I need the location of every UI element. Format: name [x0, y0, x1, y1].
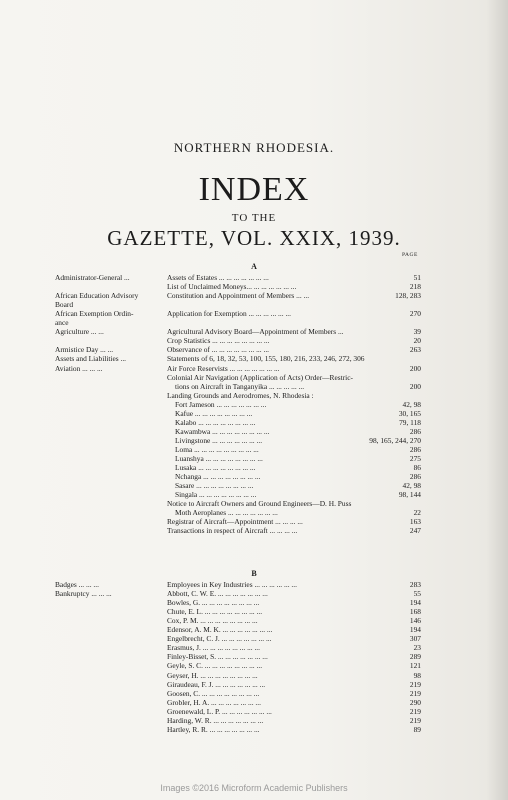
entry-page-number: 22 [413, 508, 421, 518]
entry-topic: Abbott, C. W. E. ... ... ... ... ... ... ... [167, 589, 268, 599]
entry-topic: Grobler, H. A. ... ... ... ... ... ... ... [167, 697, 261, 707]
entry-page-number: 98 [413, 670, 421, 680]
entry-page-number: 200 [409, 381, 421, 391]
section-letter: A [251, 262, 257, 271]
index-entry [55, 671, 421, 680]
entry-topic: List of Unclaimed Moneys... ... ... ... ... ... ... [167, 282, 297, 292]
entry-topic: Bowles, G. ... ... ... ... ... ... ... ... [167, 598, 260, 608]
entry-page-number: 283 [409, 580, 421, 589]
entry-subject: Armistice Day ... ... [55, 345, 114, 355]
entry-page-number: 55 [413, 589, 421, 599]
entry-topic: Loma ... ... ... ... ... ... ... ... ... [175, 444, 259, 454]
entry-topic: Observance of ... ... ... ... ... ... ... ... [167, 345, 270, 355]
entry-topic: Hartley, R. R. ... ... ... ... ... ... ... [167, 724, 260, 734]
index-entry [55, 526, 421, 535]
entry-topic: Cox, P. M. ... ... ... ... ... ... ... ... [167, 616, 258, 626]
entry-page-number: 79, 118 [399, 417, 421, 427]
entry-topic: Statements of 6, 18, 32, 53, 100, 155, 180, 216, 233, 246, 272, 306 [167, 354, 365, 364]
gazette-volume-title: GAZETTE, VOL. XXIX, 1939. [107, 226, 401, 250]
entry-topic: Geyle, S. C. ... ... ... ... ... ... ... ... [167, 661, 263, 671]
entry-topic: Fort Jameson ... ... ... ... ... ... ... [175, 399, 267, 409]
entry-topic: Notice to Aircraft Owners and Ground Engineers—D. H. Puss [167, 499, 352, 509]
entry-topic: Giraudeau, F. J. ... ... ... ... ... ... ... [167, 679, 266, 689]
entry-page-number: 307 [409, 634, 421, 644]
index-entry [55, 391, 421, 400]
index-entry [55, 472, 421, 481]
index-entry [55, 725, 421, 734]
index-entry [55, 481, 421, 490]
page-column-label: PAGE [402, 252, 418, 258]
territory-heading: NORTHERN RHODESIA. [173, 140, 335, 155]
entry-topic: Chute, E. L. ... ... ... ... ... ... ... ... [167, 607, 263, 617]
entry-page-number: 51 [413, 273, 421, 282]
entry-page-number: 98, 144 [398, 490, 421, 500]
index-title: INDEX [198, 171, 310, 208]
entry-page-number: 270 [409, 309, 421, 319]
entry-page-number: 290 [409, 697, 421, 707]
index-entry [55, 463, 421, 472]
entry-topic: Application for Exemption ... ... ... ... ... ... [167, 309, 291, 319]
entry-page-number: 168 [409, 607, 421, 617]
entry-topic: Luanshya ... ... ... ... ... ... ... ... [175, 454, 263, 463]
entry-topic: Harding, W. R. ... ... ... ... ... ... ... [167, 715, 264, 725]
index-entry [55, 454, 421, 463]
index-entry [55, 689, 421, 698]
entry-subject: African Exemption Ordin- [55, 309, 134, 319]
index-entry [55, 300, 421, 309]
index-entry [55, 327, 421, 336]
entry-topic: Constitution and Appointment of Members ... ... [167, 291, 310, 301]
index-entry [55, 517, 421, 526]
entry-page-number: 89 [413, 724, 421, 734]
index-entry [55, 707, 421, 716]
entry-page-number: 86 [413, 463, 421, 473]
entry-topic: Edensor, A. M. K. ... ... ... ... ... ... ... [167, 625, 273, 635]
index-entry [55, 318, 421, 327]
entry-page-number: 128, 283 [395, 291, 421, 301]
index-entry [55, 490, 421, 499]
entry-subject: Assets and Liabilities ... [55, 354, 127, 364]
entry-page-number: 42, 98 [402, 481, 421, 491]
page-edge-shadow [486, 0, 508, 800]
entry-page-number: 42, 98 [402, 399, 421, 409]
index-entry [55, 643, 421, 652]
entry-page-number: 263 [409, 345, 421, 355]
entry-topic: Erasmus, J. ... ... ... ... ... ... ... ... [167, 643, 260, 653]
entry-page-number: 286 [409, 444, 421, 454]
entry-topic: Sasare ... ... ... ... ... ... ... ... [175, 481, 254, 491]
entry-topic: Kawambwa ... ... ... ... ... ... ... ... [175, 426, 270, 436]
entry-topic: Crop Statistics ... ... ... ... ... ... ... ... [167, 336, 270, 346]
entry-page-number: 39 [413, 327, 421, 337]
entry-topic: Landing Grounds and Aerodromes, N. Rhodesia : [167, 390, 314, 400]
index-entry [55, 616, 421, 625]
entry-subject: Board [55, 300, 74, 310]
entry-page-number: 146 [409, 616, 421, 626]
index-entry [55, 291, 421, 300]
index-entry [55, 652, 421, 661]
index-entry [55, 345, 421, 354]
entry-page-number: 218 [409, 282, 421, 292]
entry-subject: Bankruptcy ... ... ... [55, 589, 112, 599]
entry-subject: African Education Advisory [55, 291, 139, 301]
entry-topic: Registrar of Aircraft—Appointment ... ... ... ... [167, 517, 303, 527]
index-entry [55, 598, 421, 607]
index-entry [55, 661, 421, 670]
index-entry [55, 698, 421, 707]
entry-page-number: 121 [409, 661, 421, 671]
entry-topic: Employees in Key Industries ... ... ... ... ... ... [167, 580, 297, 589]
index-entry [55, 273, 421, 282]
entry-page-number: 219 [409, 679, 421, 689]
entry-topic: Assets of Estates ... ... ... ... ... ... ... [167, 273, 269, 282]
entry-topic: Air Force Reservists ... ... ... ... ... ... ... [167, 363, 280, 373]
entry-topic: tions on Aircraft in Tanganyika ... ... ... ... ... [175, 381, 305, 391]
entry-topic: Singala ... ... ... ... ... ... ... ... [175, 490, 257, 500]
entry-topic: Livingstone ... ... ... ... ... ... ... [175, 435, 263, 445]
entry-subject: ance [55, 318, 69, 328]
entry-subject: Badges ... ... ... [55, 580, 99, 589]
section-letter: B [251, 569, 257, 578]
entry-subject: Agriculture ... ... [55, 327, 104, 337]
index-entry [55, 680, 421, 689]
entry-topic: Kalabo ... ... ... ... ... ... ... ... [175, 417, 256, 427]
entry-page-number: 219 [409, 715, 421, 725]
entry-page-number: 194 [409, 625, 421, 635]
entry-topic: Lusaka ... ... ... ... ... ... ... ... [175, 463, 256, 473]
index-entry [55, 418, 421, 427]
index-entry [55, 382, 421, 391]
entry-topic: Nchanga ... ... ... ... ... ... ... ... [175, 472, 261, 482]
entry-topic: Agricultural Advisory Board—Appointment of Members ... [167, 327, 344, 337]
index-entry [55, 716, 421, 725]
entry-topic: Moth Aeroplanes ... ... ... ... ... ... ... [175, 508, 278, 518]
index-entry [55, 589, 421, 598]
entry-topic: Kafue ... ... ... ... ... ... ... ... [175, 408, 253, 418]
index-entry [55, 336, 421, 345]
index-entry [55, 436, 421, 445]
entry-page-number: 20 [413, 336, 421, 346]
watermark: Images ©2016 Microform Academic Publishers [160, 783, 348, 793]
index-entry [55, 607, 421, 616]
index-entry [55, 427, 421, 436]
index-entry [55, 634, 421, 643]
index-entry [55, 309, 421, 318]
entry-page-number: 200 [409, 363, 421, 373]
entry-page-number: 98, 165, 244, 270 [369, 435, 421, 445]
entry-page-number: 289 [409, 652, 421, 662]
index-entry [55, 580, 421, 589]
entry-topic: Geyser, H. ... ... ... ... ... ... ... ... [167, 670, 258, 680]
index-entry [55, 409, 421, 418]
entry-page-number: 286 [409, 426, 421, 436]
entry-page-number: 219 [409, 706, 421, 716]
entry-page-number: 163 [409, 517, 421, 527]
entry-page-number: 219 [409, 688, 421, 698]
index-entry [55, 508, 421, 517]
entry-page-number: 23 [413, 643, 421, 653]
index-entry [55, 354, 421, 363]
entry-page-number: 247 [409, 526, 421, 536]
index-subtitle: TO THE [231, 212, 277, 224]
entry-topic: Colonial Air Navigation (Application of Acts) Order—Restric- [167, 372, 353, 382]
index-entry [55, 364, 421, 373]
index-entry [55, 400, 421, 409]
entry-page-number: 194 [409, 598, 421, 608]
entry-topic: Transactions in respect of Aircraft ... ... ... ... [167, 526, 298, 536]
entry-subject: Administrator-General ... [55, 273, 130, 282]
entry-topic: Goosen, C. ... ... ... ... ... ... ... ... [167, 688, 260, 698]
entry-topic: Groenewald, L. P. ... ... ... ... ... ... ... [167, 706, 272, 716]
index-entry [55, 625, 421, 634]
entry-page-number: 275 [409, 454, 421, 463]
index-entry [55, 282, 421, 291]
entry-page-number: 286 [409, 472, 421, 482]
entry-topic: Finley-Bisset, S. ... ... ... ... ... ... ... [167, 652, 268, 662]
index-entry [55, 445, 421, 454]
entry-subject: Aviation ... ... ... [55, 363, 103, 373]
entry-topic: Engelbrecht, C. J. ... ... ... ... ... ... ... [167, 634, 272, 644]
index-entry [55, 373, 421, 382]
index-entry [55, 499, 421, 508]
entry-page-number: 30, 165 [398, 408, 421, 418]
